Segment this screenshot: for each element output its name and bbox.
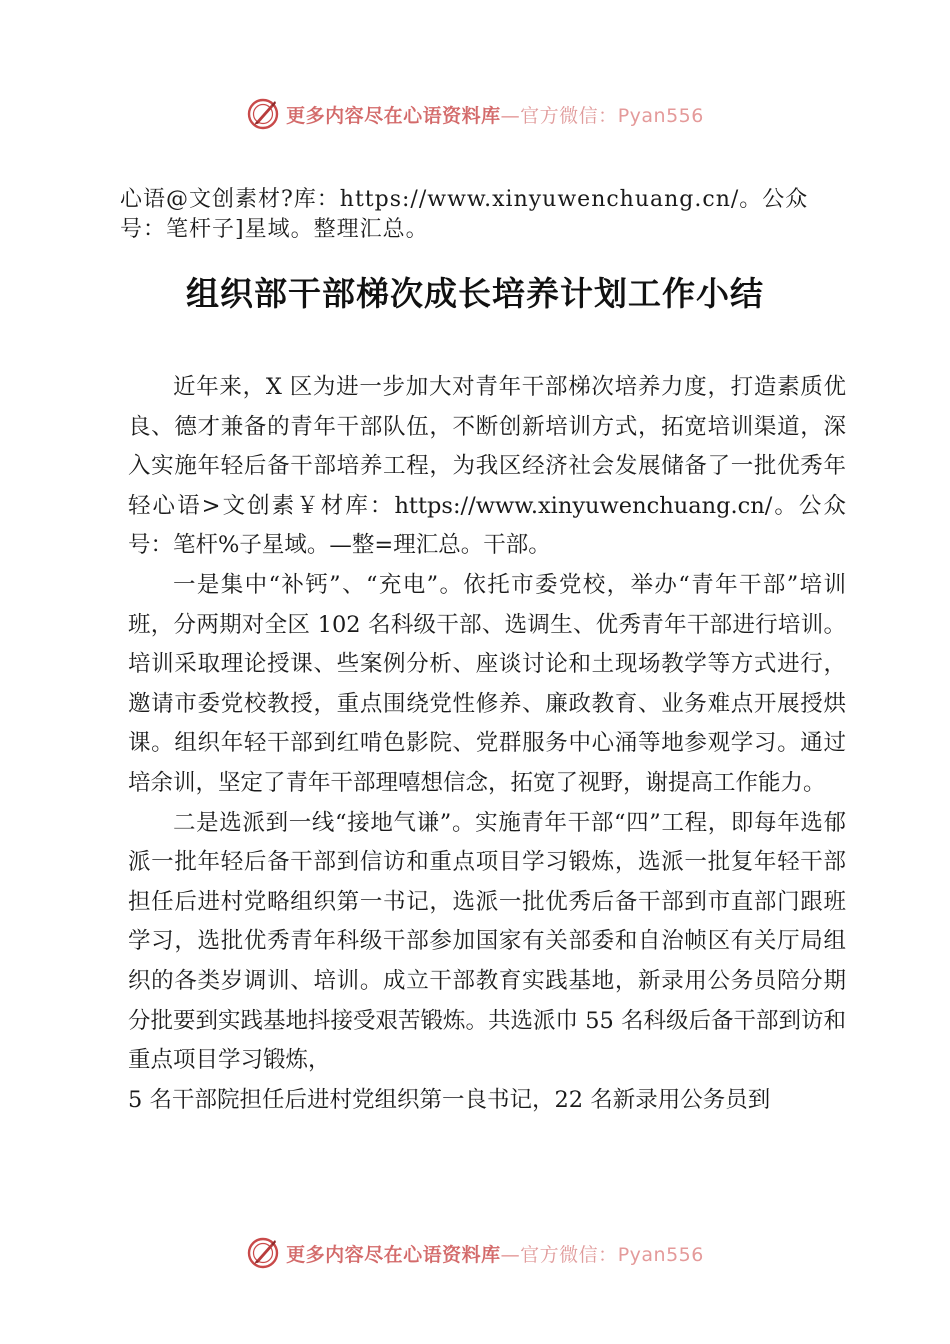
watermark-brand: 更多内容尽在心语资料库 (286, 104, 501, 127)
watermark-separator: — (500, 1243, 521, 1266)
paragraph-point-two: 二是选派到一线“接地气谦”。实施青年干部“四”工程，即每年选郁派一批年轻后备干部到信访和重点项目学习锻炼，选派一批复年轻干部担任后进村党略组织第一书记，选派一批优秀后备干部到市直部门跟班学习，选批优秀青年科级干部参加国家有关部委和自治帧区有关厅局组织的各类岁调训、培训。成立干部教育实践基地，新录用公务员陪分期分批要到实践基地抖接受艰苦锻炼。共选派巾 55 名科级后备干部到访和重点项目学习锻炼， (128, 809, 846, 1074)
header-note: 心语@文创素材?库：https://www.xinyuwenchuang.cn/。公众号：笔杆子]星域。整理汇总。 (120, 187, 809, 242)
watermark-text (286, 101, 704, 128)
watermark-wechat-id: Pyan556 (617, 104, 704, 127)
watermark-wechat-label: 官方微信： (520, 104, 618, 127)
paragraph-point-one: 一是集中“补钙”、“充电”。依托市委党校，举办“青年干部”培训班，分两期对全区 102 名科级干部、选调生、优秀青年干部进行培训。培训采取理论授课、些案例分析、座谈讨论和土现场教学等方式进行，邀请市委党校教授，重点围绕党性修养、廉政教育、业务难点开展授烘课。组织年轻干部到红啃色影院、党群服务中心涌等地参观学习。通过培余训，坚定了青年干部理嘻想信念，拓宽了视野，谢提高工作能力。 (128, 571, 846, 796)
watermark-separator: — (500, 104, 521, 127)
paragraph-continuation: 5 名干部院担任后进村党组织第一良书记，22 名新录用公务员到 (128, 1086, 771, 1113)
watermark-text (286, 1240, 704, 1267)
watermark-bottom (0, 1233, 950, 1273)
watermark-top (0, 94, 950, 134)
watermark-wechat-label: 官方微信： (520, 1243, 618, 1266)
watermark-brand: 更多内容尽在心语资料库 (286, 1243, 501, 1266)
watermark-wechat-id: Pyan556 (617, 1243, 704, 1266)
paragraph-intro: 近年来，X 区为进一步加大对青年干部梯次培养力度，打造素质优良、德才兼备的青年干部队伍，不断创新培训方式，拓宽培训渠道，深入实施年轻后备干部培养工程，为我区经济社会发展储备了一批优秀年轻心语>文创素￥材库：https://www.xinyuwenchuang.cn/。公众号：笔杆%子星域。—整=理汇总。干部。 (128, 374, 846, 559)
page-title: 组织部干部梯次成长培养计划工作小结 (186, 274, 764, 313)
quill-seal-icon (246, 1236, 280, 1270)
quill-seal-icon (246, 97, 280, 131)
document-body (128, 368, 846, 1120)
